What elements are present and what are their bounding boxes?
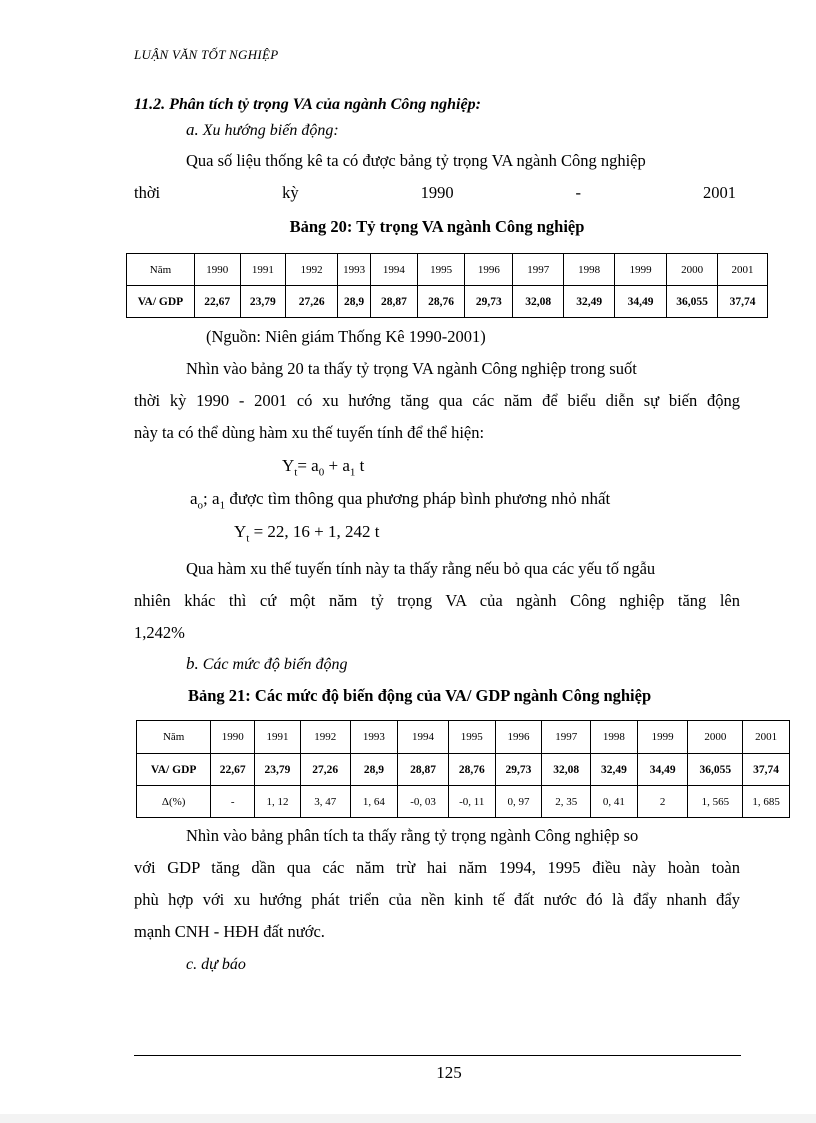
trend-formula [282, 456, 364, 478]
table-cell: 1993 [338, 254, 371, 286]
para3-line-2: nhiên khác thì cứ một năm tỷ trọng VA của ngành Công nghiệp tăng lên [134, 591, 740, 610]
para4-line-2: với GDP tăng dần qua các năm trừ hai năm 1994, 1995 điều này hoàn toàn [134, 858, 740, 877]
para3-line-1: Qua hàm xu thế tuyến tính này ta thấy rằng nếu bỏ qua các yếu tố ngẫu [186, 559, 656, 578]
table-cell: 28,9 [350, 754, 398, 786]
footer-divider [134, 1055, 741, 1056]
table-cell: -0, 11 [448, 786, 495, 818]
table-cell: 28,76 [417, 286, 465, 318]
table-cell: 28,76 [448, 754, 495, 786]
formula-text: = 22, 16 + 1, 242 t [249, 522, 380, 541]
formula-text: + a [324, 456, 350, 475]
para2-line-2: thời kỳ 1990 - 2001 có xu hướng tăng qua các năm để biểu diễn sự biến động [134, 391, 740, 410]
para2-line-1: Nhìn vào bảng 20 ta thấy tỷ trọng VA ngành Công nghiệp trong suốt [186, 359, 637, 378]
table-row [137, 721, 790, 754]
table-cell: 1999 [637, 721, 688, 754]
formula-sub: 0 [318, 466, 325, 479]
table-cell: 0, 41 [591, 786, 638, 818]
table-cell: 29,73 [465, 286, 513, 318]
subsection-b [186, 654, 347, 674]
para4-line-4: mạnh CNH - HĐH đất nước. [134, 922, 325, 941]
table-cell: - [211, 786, 255, 818]
intro-word: - [575, 183, 582, 202]
formula-sub: t [246, 532, 250, 545]
table-cell: 32,49 [591, 754, 638, 786]
table-cell: 32,08 [513, 286, 564, 318]
table-cell: 1996 [495, 721, 542, 754]
intro-word: 1990 [420, 183, 454, 202]
para4-line-1: Nhìn vào bảng phân tích ta thấy rằng tỷ trọng ngành Công nghiệp so [186, 826, 639, 845]
table-cell: 22,67 [211, 754, 255, 786]
subsection-a-text: Xu hướng biến động: [202, 122, 339, 139]
table-cell: 23,79 [255, 754, 301, 786]
formula-sub: o [197, 499, 204, 512]
table20-caption: Bảng 20: Tỷ trọng VA ngành Công nghiệp [289, 217, 585, 236]
table-cell: 28,9 [338, 286, 371, 318]
subsection-b-text: Các mức độ biến động [202, 656, 348, 673]
formula-sub: 1 [219, 499, 226, 512]
para2-line-3: này ta có thể dùng hàm xu thế tuyến tính để thể hiện: [134, 423, 485, 442]
table-cell: 1992 [300, 721, 350, 754]
table-cell: 2000 [667, 254, 718, 286]
table-row [137, 754, 790, 786]
table-21 [136, 720, 790, 818]
table-row [127, 254, 768, 286]
table-cell: 2 [637, 786, 688, 818]
subsection-b-letter: b. [186, 654, 199, 673]
para4-line-3: phù hợp với xu hướng phát triển của nền kinh tế đất nước đó là đẩy nhanh đẩy [134, 890, 740, 909]
table-cell: 1994 [398, 721, 449, 754]
table-cell: 1990 [211, 721, 255, 754]
table-cell: 27,26 [300, 754, 350, 786]
table-cell: 36,055 [667, 286, 718, 318]
table-cell: -0, 03 [398, 786, 449, 818]
formula-text: = a [297, 456, 319, 475]
table-cell: Năm [127, 254, 195, 286]
table-cell: 34,49 [615, 286, 667, 318]
table-cell: 37,74 [718, 286, 768, 318]
subsection-a [186, 120, 339, 140]
table-cell: 1990 [194, 254, 240, 286]
table-cell: 2001 [718, 254, 768, 286]
page-number: 125 [436, 1063, 462, 1082]
table-cell: 28,87 [371, 286, 418, 318]
table-cell: 28,87 [398, 754, 449, 786]
table-cell: 0, 97 [495, 786, 542, 818]
formula-text: t [355, 456, 365, 475]
table-cell: 1, 12 [255, 786, 301, 818]
table-cell: 1997 [542, 721, 591, 754]
table-cell: 1998 [591, 721, 638, 754]
table20-source: (Nguồn: Niên giám Thống Kê 1990-2001) [206, 327, 486, 346]
table-cell: 1994 [371, 254, 418, 286]
table-cell: 1, 565 [688, 786, 743, 818]
formula-sub: t [294, 466, 298, 479]
table-cell: 1, 685 [743, 786, 790, 818]
trend-formula-result [234, 522, 380, 544]
intro-word: kỳ [282, 183, 299, 202]
table-cell: 2000 [688, 721, 743, 754]
table-cell: VA/ GDP [127, 286, 195, 318]
formula-note [190, 489, 610, 511]
table-cell: 36,055 [688, 754, 743, 786]
table-cell: 1991 [255, 721, 301, 754]
formula-y: Y [282, 456, 295, 475]
intro-line-1: Qua số liệu thống kê ta có được bảng tỷ trọng VA ngành Công nghiệp [186, 151, 646, 170]
table-cell: 1998 [564, 254, 615, 286]
formula-y: Y [234, 522, 247, 541]
table-cell: 1997 [513, 254, 564, 286]
table-cell: 37,74 [743, 754, 790, 786]
table21-caption: Bảng 21: Các mức độ biến động của VA/ GDP ngành Công nghiệp [188, 686, 652, 705]
table-cell: 2, 35 [542, 786, 591, 818]
subsection-c: c. dự báo [186, 956, 246, 973]
table-cell: 1992 [286, 254, 338, 286]
page-bottom-edge [0, 1114, 816, 1123]
table-cell: 32,08 [542, 754, 591, 786]
formula-text: được tìm thông qua phương pháp bình phương nhỏ nhất [225, 489, 611, 508]
formula-text: ; a [203, 489, 220, 508]
table-cell: 32,49 [564, 286, 615, 318]
table-row [127, 286, 768, 318]
table-cell: 1995 [448, 721, 495, 754]
table-cell: VA/ GDP [137, 754, 211, 786]
table-cell: 1999 [615, 254, 667, 286]
formula-text: a [190, 489, 198, 508]
table-20 [126, 253, 768, 318]
intro-line-2 [134, 177, 736, 209]
table-cell: 1993 [350, 721, 398, 754]
running-header: LUẬN VĂN TỐT NGHIỆP [134, 47, 279, 62]
intro-word: 2001 [702, 183, 736, 202]
table-cell: 1996 [465, 254, 513, 286]
formula-sub: 1 [349, 466, 356, 479]
table-cell: 1991 [240, 254, 286, 286]
table-row [137, 786, 790, 818]
table-cell: 29,73 [495, 754, 542, 786]
table-cell: 3, 47 [300, 786, 350, 818]
table-cell: 27,26 [286, 286, 338, 318]
table-cell: 1995 [417, 254, 465, 286]
section-title: 11.2. Phân tích tỷ trọng VA của ngành Công nghiệp: [134, 96, 481, 113]
table-cell: 34,49 [637, 754, 688, 786]
table-cell: 1, 64 [350, 786, 398, 818]
table-cell: Năm [137, 721, 211, 754]
table-cell: 22,67 [194, 286, 240, 318]
subsection-a-letter: a. [186, 120, 199, 139]
intro-word: thời [134, 183, 161, 202]
table-cell: Δ(%) [137, 786, 211, 818]
table-cell: 23,79 [240, 286, 286, 318]
table-cell: 2001 [743, 721, 790, 754]
para3-line-3: 1,242% [134, 623, 185, 642]
